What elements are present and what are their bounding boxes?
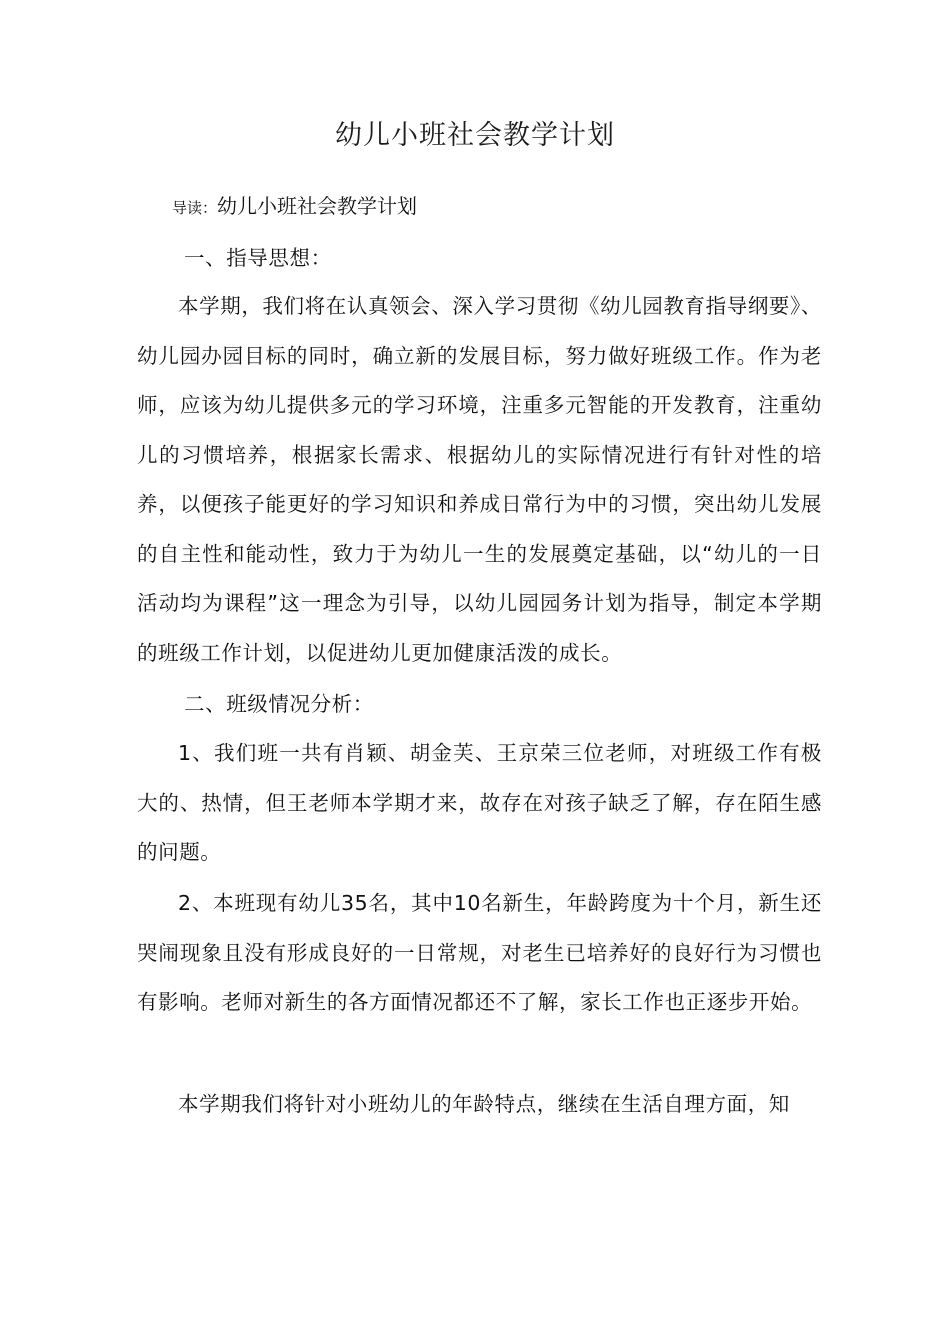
section2-para3-body (137, 1080, 822, 1130)
intro-text: 幼儿小班社会教学计划 (217, 194, 418, 218)
intro-label: 导读： (172, 199, 218, 217)
section2-item2: 2、本班现有幼儿35名，其中10名新生，年龄跨度为十个月，新生还哭闹现象且没有形成良好的一日常规，对老生已培养好的良好行为习惯也有影响。老师对新生的各方面情况都还不了解，家长工作也正逐步开始。 (137, 891, 822, 1014)
section2-item1: 1、我们班一共有肖颖、胡金芙、王京荣三位老师，对班级工作有极大的、热情，但王老师本学期才来，故存在对孩子缺乏了解，存在陌生感的问题。 (137, 741, 822, 864)
section1-heading: 一、指导思想： (184, 246, 332, 270)
section1-paragraph: 本学期，我们将在认真领会、深入学习贯彻《幼儿园教育指导纲要》、幼儿园办园目标的同时，确立新的发展目标，努力做好班级工作。作为老师，应该为幼儿提供多元的学习环境，注重多元智能的开发教育，注重幼儿的习惯培养，根据家长需求、根据幼儿的实际情况进行有针对性的培养，以便孩子能更好的学习知识和养成日常行为中的习惯，突出幼儿发展的自主性和能动性，致力于为幼儿一生的发展奠定基础，以“幼儿的一日活动均为课程”这一理念为引导，以幼儿园园务计划为指导，制定本学期的班级工作计划，以促进幼儿更加健康活泼的成长。 (137, 294, 822, 665)
section2-heading: 二、班级情况分析： (184, 692, 374, 716)
document-title: 幼儿小班社会教学计划 (335, 120, 615, 151)
section2-item2-body (137, 879, 822, 1028)
intro-line (172, 190, 417, 219)
section2-item1-body (137, 729, 822, 878)
section1-body (137, 282, 822, 678)
section2-paragraph3: 本学期我们将针对小班幼儿的年龄特点，继续在生活自理方面，知 (178, 1092, 790, 1116)
